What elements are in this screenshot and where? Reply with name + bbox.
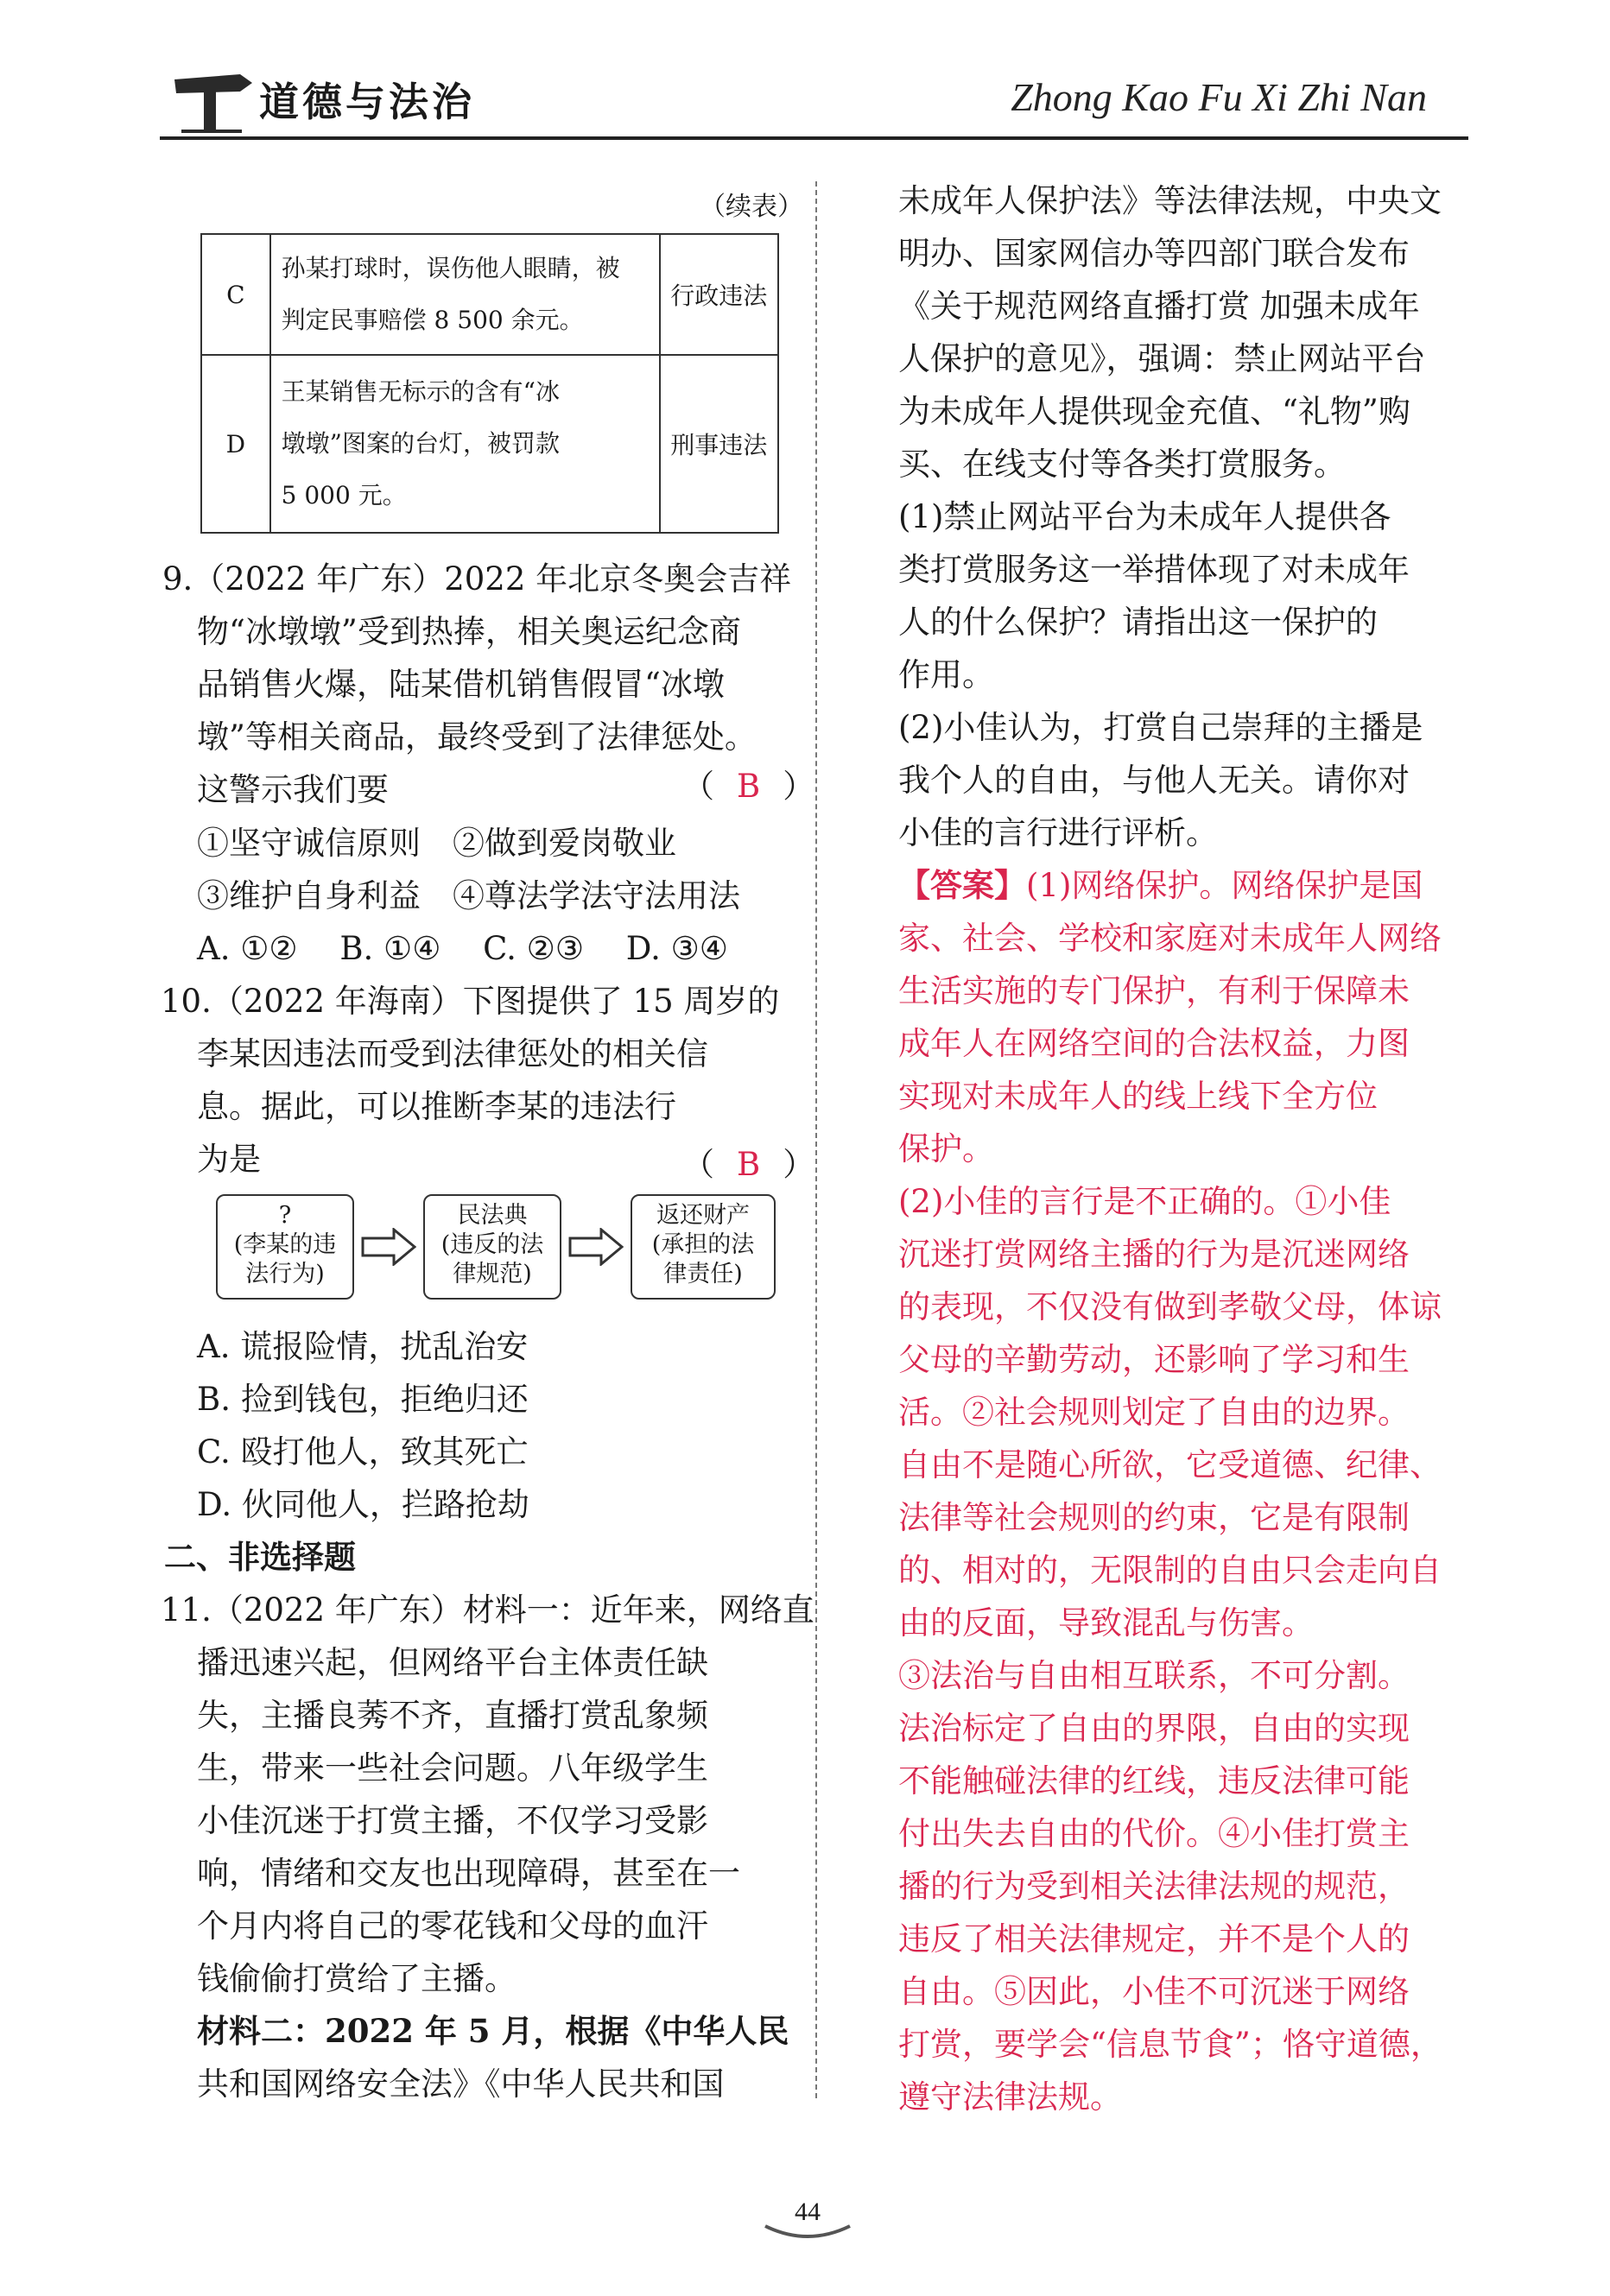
question-line: 李某因违法而受到法律惩处的相关信 [197, 1035, 708, 1072]
flow-line: 律责任) [663, 1261, 743, 1287]
table-row-type: 刑事违法 [660, 355, 778, 533]
answer-line: 活。②社会规则划定了自由的边界。 [898, 1394, 1410, 1431]
answer-line: 自由不是随心所欲，它受道德、纪律、 [898, 1446, 1442, 1483]
question-line: C. 殴打他人，致其死亡 [197, 1433, 529, 1471]
question-line: 失，主播良莠不齐，直播打赏乱象频 [197, 1697, 708, 1734]
question-line: 小佳沉迷于打赏主播，不仅学习受影 [197, 1802, 708, 1839]
flow-arrow-icon [568, 1228, 624, 1266]
flow-line: (承担的法 [651, 1231, 755, 1258]
answer-line: 生活实施的专门保护，有利于保障未 [898, 972, 1410, 1009]
material-line: 《关于规范网络直播打赏 加强未成年 [898, 288, 1420, 325]
section-heading: 二、非选择题 [164, 1538, 356, 1576]
answer-line: 由的反面，导致混乱与伤害。 [898, 1604, 1314, 1641]
material-line: 人的什么保护？请指出这一保护的 [898, 604, 1378, 641]
question-line: 材料二：2022 年 5 月，根据《中华人民 [197, 2012, 789, 2050]
column-divider [815, 181, 817, 2098]
answer-line: (2)小佳的言行是不正确的。①小佳 [898, 1183, 1391, 1220]
question-line: 11.（2022 年广东）材料一：近年来，网络直 [161, 1591, 815, 1629]
question-line: 墩”等相关商品，最终受到了法律惩处。 [197, 718, 757, 756]
answer-line: 的表现，不仅没有做到孝敬父母，体谅 [898, 1288, 1442, 1325]
flow-line: 民法典 [457, 1202, 528, 1229]
flow-line: 律规范) [453, 1261, 532, 1287]
table-row [201, 355, 778, 533]
flow-line: 返还财产 [656, 1202, 750, 1229]
question-line: 息。据此，可以推断李某的违法行 [197, 1088, 676, 1125]
material-line: (2)小佳认为，打赏自己崇拜的主播是 [898, 709, 1423, 746]
table-row-content-line: 判定民事赔偿 8 500 余元。 [281, 306, 584, 334]
flow-line: ? [278, 1202, 292, 1229]
table-row [201, 234, 778, 355]
answer-line: 法治标定了自由的界限，自由的实现 [898, 1710, 1410, 1747]
flow-line: 法行为) [245, 1261, 325, 1287]
header-rule [160, 136, 1468, 140]
table-row-content [270, 355, 660, 533]
answer-line: 父母的辛勤劳动，还影响了学习和生 [898, 1341, 1410, 1378]
table-row-content-line: 5 000 元。 [281, 481, 407, 509]
question-line: 个月内将自己的零花钱和父母的血汗 [197, 1907, 708, 1945]
question-line: 9.（2022 年广东）2022 年北京冬奥会吉祥 [162, 560, 792, 598]
question-line: 响，情绪和交友也出现障碍，甚至在一 [197, 1855, 740, 1892]
question-line: 品销售火爆，陆某借机销售假冒“冰墩 [197, 666, 725, 703]
material-line: 小佳的言行进行评析。 [898, 814, 1218, 851]
answer-line: 的、相对的，无限制的自由只会走向自 [898, 1552, 1442, 1589]
header-subject-title: 道德与法治 [259, 79, 475, 125]
signpost-logo-icon [173, 62, 255, 135]
answer-line: 法律等社会规则的约束，它是有限制 [898, 1499, 1410, 1536]
material-line: 买、在线支付等各类打赏服务。 [898, 446, 1346, 483]
table-row-content-line: 王某销售无标示的含有“冰 [281, 377, 560, 406]
answer-line: 沉迷打赏网络主播的行为是沉迷网络 [898, 1236, 1410, 1273]
q9-answer: B [737, 768, 761, 805]
q10-answer-slot: （ B ） [682, 1146, 815, 1183]
question-line: A. 谎报险情，扰乱治安 [197, 1328, 529, 1365]
material-line: 明办、国家网信办等四部门联合发布 [898, 235, 1410, 272]
question-line: 播迅速兴起，但网络平台主体责任缺 [197, 1644, 708, 1681]
flow-line: (李某的违 [233, 1231, 337, 1258]
q9-answer-slot: （ B ） [682, 768, 815, 805]
answer-line: 成年人在网络空间的合法权益，力图 [898, 1025, 1410, 1062]
question-line: 这警示我们要 [197, 771, 389, 808]
table-row-content [270, 234, 660, 355]
question-line: 10.（2022 年海南）下图提供了 15 周岁的 [161, 983, 780, 1020]
answer-line: ③法治与自由相互联系，不可分割。 [898, 1657, 1410, 1694]
material-line: 为未成年人提供现金充值、“礼物”购 [898, 393, 1410, 430]
answer-line: 自由。⑤因此，小佳不可沉迷于网络 [898, 1973, 1410, 2010]
page-number: 44 [795, 2198, 821, 2226]
header-series-title: Zhong Kao Fu Xi Zhi Nan [1011, 75, 1427, 119]
answer-line: (1)网络保护。网络保护是国 [1026, 867, 1423, 904]
question-line: 钱偷偷打赏给了主播。 [197, 1960, 517, 1997]
question-line: 为是 [197, 1141, 261, 1178]
table-row-type: 行政违法 [660, 234, 778, 355]
question-line: A. ①② B. ①④ C. ②③ D. ③④ [197, 930, 728, 967]
answer-line: 保护。 [898, 1130, 994, 1167]
table-row-label: C [201, 234, 270, 355]
material-line: 作用。 [898, 656, 994, 693]
question-line: D. 伙同他人，拦路抢劫 [197, 1486, 529, 1523]
answer-line: 违反了相关法律规定，并不是个人的 [898, 1920, 1410, 1958]
material-line: 类打赏服务这一举措体现了对未成年 [898, 551, 1410, 588]
flow-line: (违反的法 [441, 1231, 544, 1258]
flow-box-violation [216, 1194, 354, 1300]
answer-first-line [898, 866, 1423, 904]
table-continued-note: （续表） [700, 192, 803, 222]
table-row-label: D [201, 355, 270, 533]
answer-line: 播的行为受到相关法律法规的规范， [898, 1868, 1410, 1905]
flow-arrow-icon [361, 1228, 416, 1266]
q10-answer: B [737, 1146, 761, 1183]
question-line: ③维护自身利益 ④尊法学法守法用法 [197, 877, 740, 914]
answer-line: 家、社会、学校和家庭对未成年人网络 [898, 920, 1442, 957]
material-line: 人保护的意见》，强调：禁止网站平台 [898, 340, 1426, 377]
table-row-content-line: 孙某打球时，误伤他人眼睛，被 [281, 254, 620, 282]
answer-line: 打赏，要学会“信息节食”；恪守道德， [898, 2026, 1442, 2063]
answer-line: 付出失去自由的代价。④小佳打赏主 [898, 1815, 1410, 1852]
answer-tag: 【答案】 [898, 866, 1026, 904]
question-line: 共和国网络安全法》《中华人民共和国 [197, 2065, 725, 2103]
question-line: 生，带来一些社会问题。八年级学生 [197, 1749, 708, 1787]
flow-box-civil-code [423, 1194, 561, 1300]
answer-line: 实现对未成年人的线上线下全方位 [898, 1078, 1378, 1115]
material-line: (1)禁止网站平台为未成年人提供各 [898, 498, 1391, 535]
material-line: 我个人的自由，与他人无关。请你对 [898, 762, 1410, 799]
table-row-content-line: 墩墩”图案的台灯，被罚款 [281, 429, 560, 458]
material-line: 未成年人保护法》等法律法规，中央文 [898, 182, 1442, 219]
question-line: ①坚守诚信原则 ②做到爱岗敬业 [197, 825, 676, 862]
continued-table [200, 233, 779, 534]
question-line: 物“冰墩墩”受到热捧，相关奥运纪念商 [197, 613, 741, 650]
answer-line: 遵守法律法规。 [898, 2078, 1122, 2116]
question-line: B. 捡到钱包，拒绝归还 [197, 1381, 529, 1418]
answer-line: 不能触碰法律的红线，违反法律可能 [898, 1762, 1410, 1799]
flow-box-liability [631, 1194, 776, 1300]
